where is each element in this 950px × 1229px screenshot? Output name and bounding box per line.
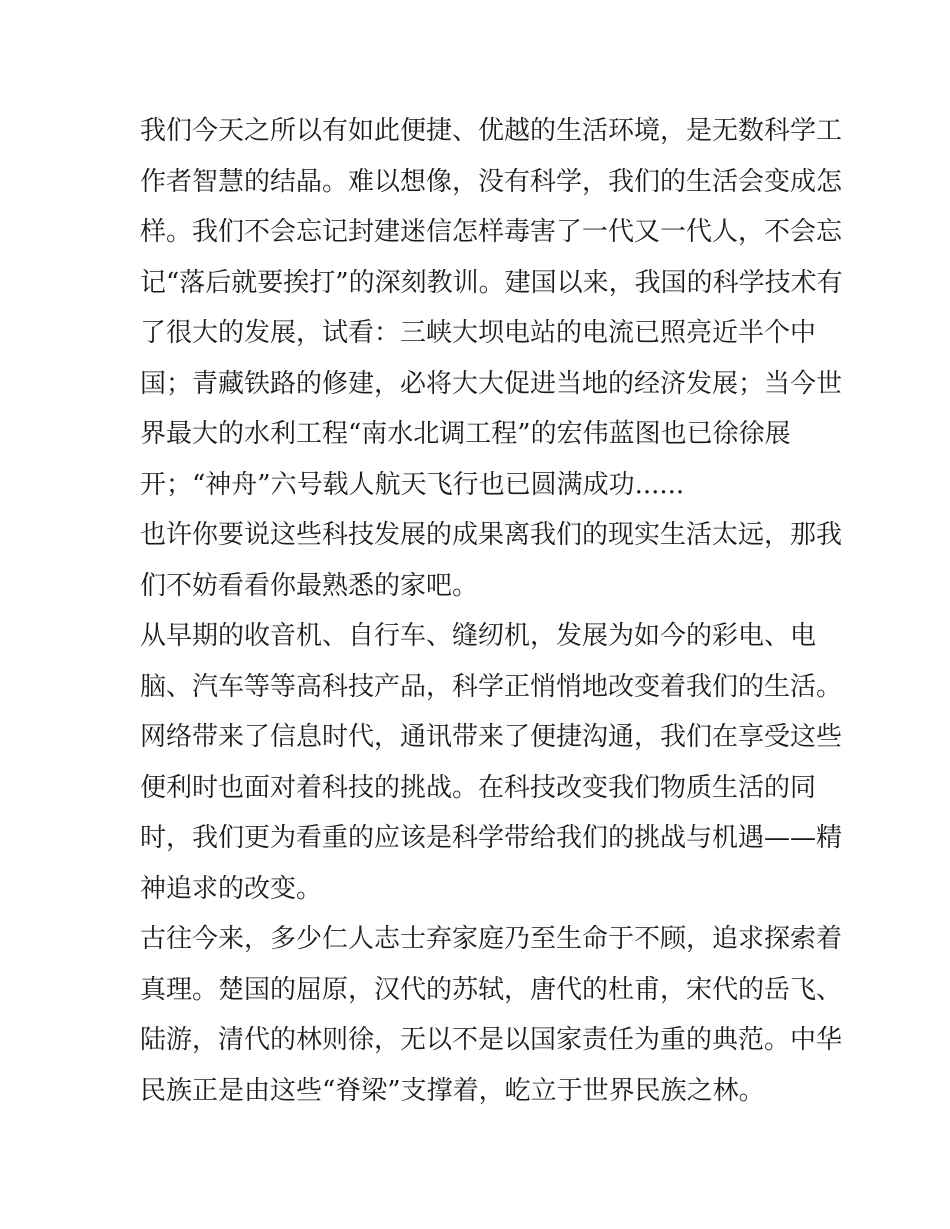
text-line: 时，我们更为看重的应该是科学带给我们的挑战与机遇——精 (140, 823, 843, 853)
text-line: 作者智慧的结晶。难以想像，没有科学，我们的生活会变成怎 (140, 166, 843, 197)
text-line: 记“落后就要挨打”的深刻教训。建国以来，我国的科学技术有 (140, 267, 843, 298)
text-line: 脑、汽车等等高科技产品，科学正悄悄地改变着我们的生活。 (140, 671, 843, 702)
text-line: 样。我们不会忘记封建迷信怎样毒害了一代又一代人，不会忘 (140, 217, 843, 247)
text-line: 我们今天之所以有如此便捷、优越的生活环境，是无数科学工 (140, 116, 843, 146)
text-line: 开；“神舟”六号载人航天飞行也已圆满成功...... (140, 469, 685, 500)
text-line: 便利时也面对着科技的挑战。在科技改变我们物质生活的同 (140, 772, 817, 803)
paragraph-1 (140, 106, 843, 510)
text-line: 陆游，清代的林则徐，无以不是以国家责任为重的典范。中华 (140, 1025, 843, 1055)
text-line: 也许你要说这些科技发展的成果离我们的现实生活太远，那我 (140, 520, 843, 550)
text-line: 真理。楚国的屈原，汉代的苏轼，唐代的杜甫，宋代的岳飞、 (140, 974, 843, 1005)
text-line: 界最大的水利工程“南水北调工程”的宏伟蓝图也已徐徐展 (140, 419, 791, 449)
document-body (140, 106, 843, 1116)
text-line: 古往今来，多少仁人志士弃家庭乃至生命于不顾，追求探索着 (140, 924, 843, 954)
paragraph-2 (140, 510, 843, 611)
text-line: 们不妨看看你最熟悉的家吧。 (140, 570, 479, 601)
paragraph-3 (140, 611, 843, 914)
text-line: 民族正是由这些“脊梁”支撑着，屹立于世界民族之林。 (140, 1075, 765, 1106)
paragraph-4 (140, 914, 843, 1116)
text-line: 网络带来了信息时代，通讯带来了便捷沟通，我们在享受这些 (140, 722, 843, 752)
text-line: 了很大的发展，试看：三峡大坝电站的电流已照亮近半个中 (140, 318, 817, 348)
text-line: 从早期的收音机、自行车、缝纫机，发展为如今的彩电、电 (140, 621, 817, 651)
text-line: 神追求的改变。 (140, 873, 323, 904)
text-line: 国；青藏铁路的修建，必将大大促进当地的经济发展；当今世 (140, 368, 843, 399)
